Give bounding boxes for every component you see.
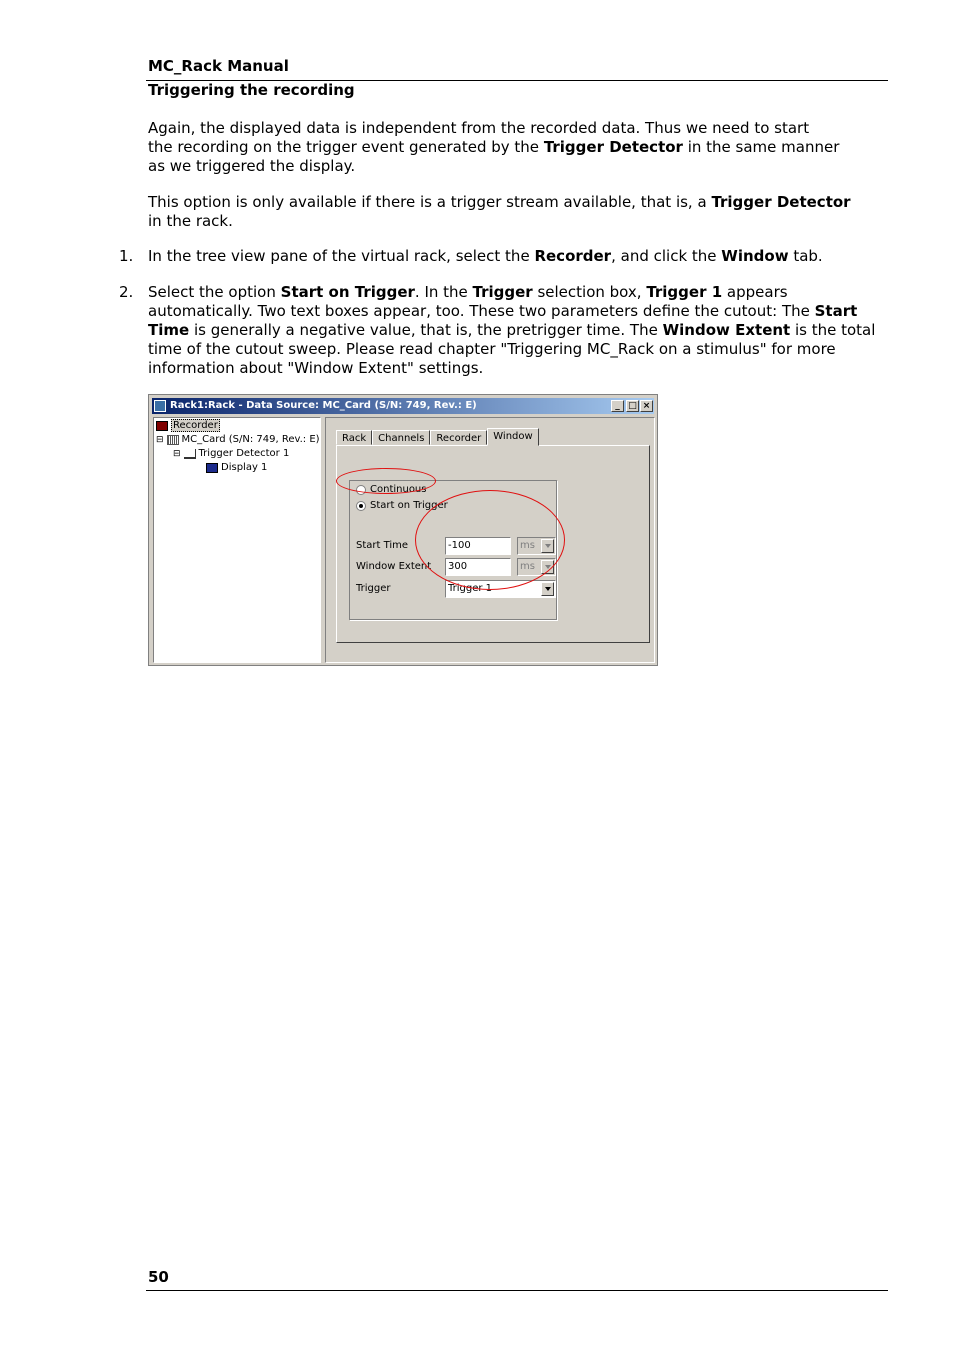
trigger-select[interactable] <box>445 580 556 598</box>
tab-window[interactable]: Window <box>487 428 538 446</box>
tree-item-label: Recorder <box>173 420 218 431</box>
unit-value: ms <box>520 540 535 551</box>
recorder-icon <box>156 421 168 431</box>
radio-start-on-trigger[interactable] <box>356 500 448 511</box>
tree-item-recorder[interactable] <box>156 419 220 432</box>
section-title: Triggering the recording <box>148 81 355 99</box>
tree-view[interactable] <box>153 417 321 663</box>
collapse-icon[interactable]: ⊟ <box>173 448 181 459</box>
display-icon <box>206 463 218 473</box>
card-icon <box>167 435 179 445</box>
paragraph-1 <box>148 119 878 176</box>
radio-label: Start on Trigger <box>370 500 448 511</box>
tab-channels[interactable]: Channels <box>372 430 430 445</box>
text-line: This option is only available if there is a trigger stream available, that is, a Trigger Detector <box>148 193 851 211</box>
unit-value: ms <box>520 561 535 572</box>
step-1-text <box>148 247 878 266</box>
footer-rule <box>146 1290 888 1291</box>
step-2-number: 2. <box>119 283 134 301</box>
text-line: as we triggered the display. <box>148 157 356 175</box>
options-group <box>349 480 557 620</box>
text-line: In the tree view pane of the virtual rack, select the Recorder, and click the Window tab. <box>148 247 823 265</box>
app-icon <box>154 400 166 412</box>
trigger-label: Trigger <box>356 583 391 594</box>
radio-button[interactable] <box>356 501 366 511</box>
tab-recorder[interactable]: Recorder <box>430 430 487 445</box>
window-extent-unit-select <box>517 558 556 576</box>
tree-item-label: MC_Card (S/N: 749, Rev.: E) <box>181 434 320 445</box>
properties-pane <box>325 417 655 663</box>
text-line: automatically. Two text boxes appear, too. These two parameters define the cutout: The Start <box>148 302 858 320</box>
text-line: time of the cutout sweep. Please read chapter "Triggering MC_Rack on a stimulus" for more <box>148 340 836 358</box>
window-extent-input[interactable]: 300 <box>445 558 511 576</box>
chevron-down-icon <box>541 539 554 553</box>
text-line: Again, the displayed data is independent from the recorded data. Thus we need to start <box>148 119 810 137</box>
window-titlebar <box>152 398 654 414</box>
chevron-down-icon <box>541 560 554 574</box>
page-number: 50 <box>148 1268 169 1286</box>
tree-item-label: Display 1 <box>221 462 268 473</box>
text-line: Select the option Start on Trigger. In the Trigger selection box, Trigger 1 appears <box>148 283 788 301</box>
tab-rack[interactable]: Rack <box>336 430 372 445</box>
window-extent-label: Window Extent <box>356 561 432 572</box>
collapse-icon[interactable]: ⊟ <box>156 434 164 445</box>
start-time-input[interactable]: -100 <box>445 537 511 555</box>
tree-item-mc-card[interactable] <box>156 434 320 445</box>
start-time-label: Start Time <box>356 540 409 551</box>
header-title: MC_Rack Manual <box>148 57 289 75</box>
tab-strip <box>336 428 539 446</box>
step-1-number: 1. <box>119 247 134 265</box>
maximize-icon[interactable]: □ <box>626 400 639 412</box>
chevron-down-icon[interactable] <box>541 582 554 596</box>
trigger-value: Trigger 1 <box>448 583 493 594</box>
text-line: in the rack. <box>148 212 233 230</box>
paragraph-2 <box>148 193 878 231</box>
window-tab-panel <box>336 445 650 643</box>
close-icon[interactable]: × <box>640 400 653 412</box>
trigger-icon <box>184 449 196 459</box>
tree-item-label: Trigger Detector 1 <box>198 448 290 459</box>
radio-label: Continuous <box>370 484 427 495</box>
window-title: Rack1:Rack - Data Source: MC_Card (S/N: 749, Rev.: E) <box>170 400 477 411</box>
start-time-unit-select <box>517 537 556 555</box>
step-2-text <box>148 283 878 378</box>
text-line: information about "Window Extent" settings. <box>148 359 484 377</box>
rack-window-screenshot <box>148 394 658 666</box>
radio-button[interactable] <box>356 485 366 495</box>
text-line: the recording on the trigger event generated by the Trigger Detector in the same manner <box>148 138 840 156</box>
radio-continuous[interactable] <box>356 484 426 495</box>
minimize-icon[interactable]: _ <box>611 400 624 412</box>
tree-item-trigger-detector[interactable] <box>173 448 289 459</box>
tree-item-display[interactable] <box>206 462 267 473</box>
text-line: Time is generally a negative value, that is, the pretrigger time. The Window Extent is the total <box>148 321 876 339</box>
